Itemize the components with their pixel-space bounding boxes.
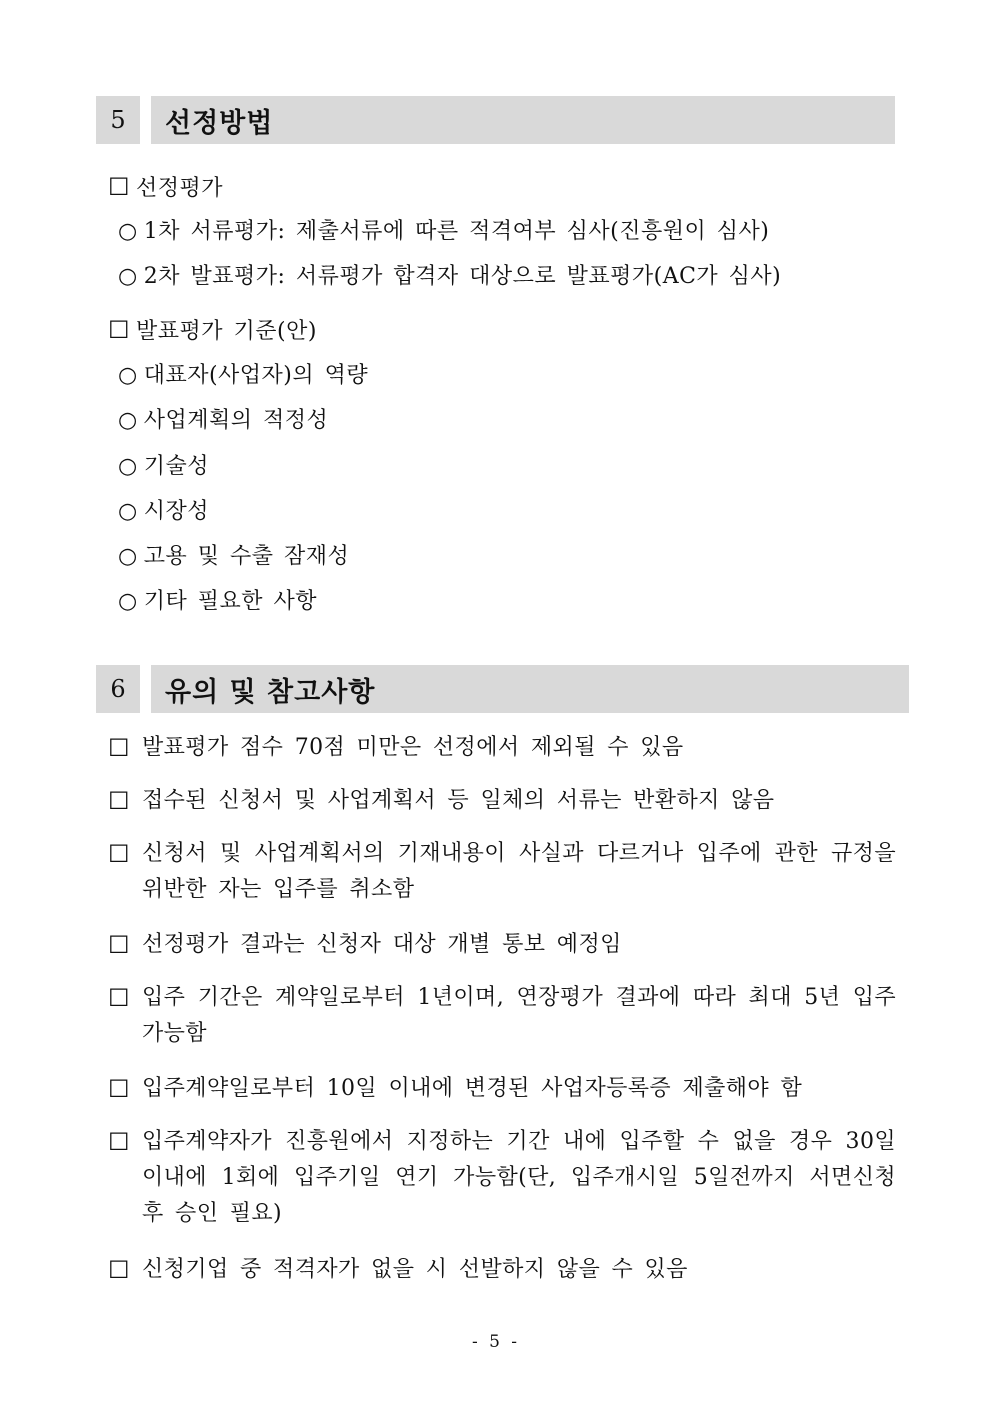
list-item-text: 기술성 bbox=[143, 454, 209, 479]
circle-bullet-icon: ○ bbox=[118, 408, 138, 433]
notice-item bbox=[108, 1124, 896, 1232]
page-number: - 5 - bbox=[471, 1332, 521, 1352]
group-heading bbox=[108, 315, 317, 347]
list-item-text: 기타 필요한 사항 bbox=[143, 589, 317, 614]
section-title: 선정방법 bbox=[151, 96, 895, 144]
notice-text: 접수된 신청서 및 사업계획서 등 일체의 서류는 반환하지 않음 bbox=[142, 788, 775, 813]
list-item-text: 1차 서류평가: 제출서류에 따른 적격여부 심사(진흥원이 심사) bbox=[143, 219, 770, 244]
checkbox-square-icon: ☐ bbox=[108, 787, 130, 815]
list-item bbox=[118, 406, 328, 436]
list-item bbox=[118, 217, 769, 247]
circle-bullet-icon: ○ bbox=[118, 544, 138, 569]
checkbox-square-icon: ☐ bbox=[108, 931, 130, 959]
circle-bullet-icon: ○ bbox=[118, 264, 138, 289]
notice-text: 신청서 및 사업계획서의 기재내용이 사실과 다르거나 입주에 관한 규정을 위반한 자는 입주를 취소함 bbox=[142, 841, 896, 902]
circle-bullet-icon: ○ bbox=[118, 219, 138, 244]
list-item-text: 고용 및 수출 잠재성 bbox=[143, 544, 350, 569]
circle-bullet-icon: ○ bbox=[118, 499, 138, 524]
circle-bullet-icon: ○ bbox=[118, 589, 138, 614]
group-label: 선정평가 bbox=[136, 176, 224, 201]
checkbox-square-icon: ☐ bbox=[108, 1075, 130, 1103]
circle-bullet-icon: ○ bbox=[118, 363, 138, 388]
notice-item bbox=[108, 927, 896, 963]
list-item-text: 2차 발표평가: 서류평가 합격자 대상으로 발표평가(AC가 심사) bbox=[143, 264, 782, 289]
checkbox-square-icon: ☐ bbox=[108, 316, 131, 344]
group-heading bbox=[108, 172, 223, 204]
notice-item bbox=[108, 783, 896, 819]
notice-text: 발표평가 점수 70점 미만은 선정에서 제외될 수 있음 bbox=[142, 735, 684, 760]
list-item bbox=[118, 542, 349, 572]
section-number: 5 bbox=[96, 96, 140, 144]
section-6-header bbox=[96, 665, 909, 713]
circle-bullet-icon: ○ bbox=[118, 454, 138, 479]
list-item-text: 시장성 bbox=[143, 499, 209, 524]
list-item bbox=[118, 587, 317, 617]
notice-text: 신청기업 중 적격자가 없을 시 선발하지 않을 수 있음 bbox=[142, 1257, 688, 1282]
checkbox-square-icon: ☐ bbox=[108, 1256, 130, 1284]
group-label: 발표평가 기준(안) bbox=[136, 319, 317, 344]
notice-text: 입주계약일로부터 10일 이내에 변경된 사업자등록증 제출해야 함 bbox=[142, 1076, 803, 1101]
notice-item bbox=[108, 1071, 896, 1107]
notice-text: 입주계약자가 진흥원에서 지정하는 기간 내에 입주할 수 없을 경우 30일 이내에 1회에 입주기일 연기 가능함(단, 입주개시일 5일전까지 서면신청 후 승인 필요) bbox=[142, 1129, 896, 1226]
list-item-text: 대표자(사업자)의 역량 bbox=[143, 363, 369, 388]
list-item bbox=[118, 361, 368, 391]
notice-text: 선정평가 결과는 신청자 대상 개별 통보 예정임 bbox=[142, 932, 622, 957]
notice-text: 입주 기간은 계약일로부터 1년이며, 연장평가 결과에 따라 최대 5년 입주 가능함 bbox=[142, 985, 896, 1046]
checkbox-square-icon: ☐ bbox=[108, 984, 130, 1012]
section-number: 6 bbox=[96, 665, 140, 713]
list-item-text: 사업계획의 적정성 bbox=[143, 408, 329, 433]
checkbox-square-icon: ☐ bbox=[108, 173, 131, 201]
list-item bbox=[118, 452, 209, 482]
list-item bbox=[118, 262, 781, 292]
checkbox-square-icon: ☐ bbox=[108, 1128, 130, 1156]
notice-item bbox=[108, 1252, 896, 1288]
notice-item bbox=[108, 836, 896, 908]
section-title: 유의 및 참고사항 bbox=[151, 665, 909, 713]
list-item bbox=[118, 497, 209, 527]
notice-item bbox=[108, 730, 896, 766]
checkbox-square-icon: ☐ bbox=[108, 734, 130, 762]
checkbox-square-icon: ☐ bbox=[108, 840, 130, 868]
section-5-header bbox=[96, 96, 895, 144]
notice-item bbox=[108, 980, 896, 1052]
